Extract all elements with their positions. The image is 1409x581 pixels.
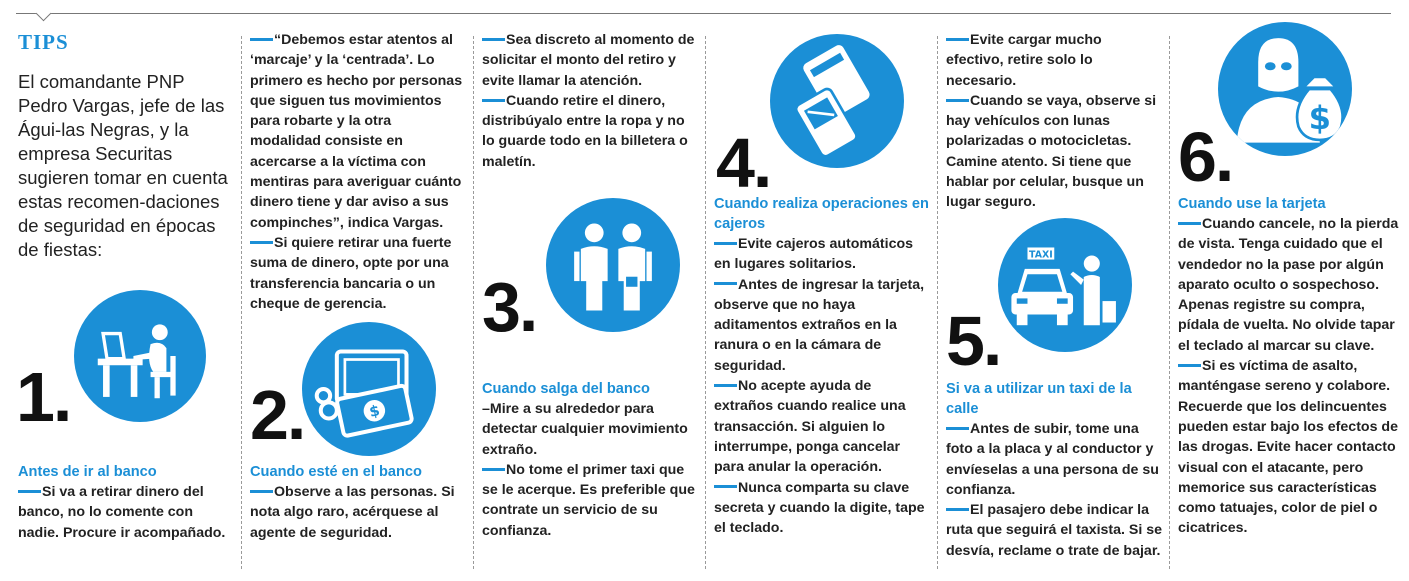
- atm-card-icon: [770, 34, 904, 168]
- tip-item: Observe a las personas. Si nota algo raro, acérquese al agente de seguridad.: [250, 484, 455, 541]
- svg-text:$: $: [1308, 99, 1332, 138]
- top-rule-notch: [36, 6, 52, 22]
- tip-item: Evite cajeros automáticos en lugares solitarios.: [714, 236, 914, 273]
- taxi-sign-label: TAXI: [1029, 249, 1053, 261]
- tip-item: No tome el primer taxi que se le acerque. Es preferible que contrate un servicio de su confianza.: [482, 461, 695, 539]
- section-heading-3: Cuando salga del banco: [482, 381, 650, 397]
- section-number-1: 1.: [16, 358, 71, 436]
- tip-item: El pasajero debe indicar la ruta que seguirá el taxista. Si se desvía, reclame o trate de bajar.: [946, 502, 1163, 559]
- thief-money-bag-icon: [1218, 22, 1352, 156]
- taxi-icon: [998, 218, 1132, 352]
- tip-item: Si es víctima de asalto, manténgase sereno y colabore. Recuerde que los delincuentes pueden estar bajo los efectos de las drogas. Evite hacer contacto visual con el atacante, pero memorice sus características como tatuajes, color de piel o cicatrices.: [1178, 358, 1398, 537]
- section-number-5: 5.: [946, 302, 1001, 380]
- tip-item: Antes de ingresar la tarjeta, observe que no haya aditamentos extraños en la ranura o en la cámara de seguridad.: [714, 276, 925, 374]
- section-heading-4: Cuando realiza operaciones en cajeros: [714, 196, 929, 232]
- svg-text:$: $: [367, 402, 382, 421]
- section-number-6: 6.: [1178, 118, 1233, 196]
- page-title: TIPS: [18, 30, 69, 54]
- column-separator: [937, 36, 938, 569]
- desk-worker-icon: [74, 290, 206, 422]
- tip-item: Cuando se vaya, observe si hay vehículos con lunas polarizadas o motocicletas. Camine atento. Si tiene que hablar por celular, busque un lugar seguro.: [946, 92, 1157, 211]
- tip-lead: –Mire a su alrededor para detectar cualquier movimiento extraño.: [482, 401, 688, 458]
- section-number-3: 3.: [482, 268, 537, 346]
- tip-item: Cuando cancele, no la pierda de vista. Tenga cuidado que el vendedor no la pase por algún aparato oculto o sospechoso. Apenas registre su compra, pídala de vuelta. No olvide tapar el teclado al marcar su clave.: [1178, 216, 1399, 354]
- column-separator: [1169, 36, 1170, 569]
- tip-item: Antes de subir, tome una foto a la placa y al conductor y envíeselas a una persona de su confianza.: [946, 421, 1159, 498]
- tip-item: Si quiere retirar una fuerte suma de dinero, opte por una transferencia bancaria o un cheque de gerencia.: [250, 234, 452, 312]
- couple-icon: [546, 198, 680, 332]
- tip-item: No acepte ayuda de extraños cuando realice una transacción. Si alguien lo interrumpe, ponga cancelar para anular la operación.: [714, 378, 906, 476]
- wallet-money-icon: [302, 322, 436, 456]
- section-heading-5: Si va a utilizar un taxi de la calle: [946, 381, 1132, 417]
- tip-item: Evite cargar mucho efectivo, retire solo lo necesario.: [946, 32, 1102, 89]
- column-separator: [473, 36, 474, 569]
- tip-item: Si va a retirar dinero del banco, no lo comente con nadie. Procure ir acompañado.: [18, 484, 226, 541]
- column-separator: [241, 36, 242, 569]
- section-number-4: 4.: [716, 124, 771, 202]
- column-separator: [705, 36, 706, 569]
- tip-item: “Debemos estar atentos al ‘marcaje’ y la ‘centrada’. Lo primero es hecho por personas que siguen tus movimientos para robarte y la otra modalidad consiste en acercarse a la víctima con mentiras para averiguar cuánto dinero tiene y dar aviso a sus compinches”, indica Vargas.: [250, 32, 463, 231]
- section-heading-1: Antes de ir al banco: [18, 464, 157, 480]
- tip-item: Nunca comparta su clave secreta y cuando la digite, tape el teclado.: [714, 479, 925, 537]
- section-heading-6: Cuando use la tarjeta: [1178, 196, 1326, 212]
- section-heading-2: Cuando esté en el banco: [250, 464, 422, 480]
- intro-text: El comandante PNP Pedro Vargas, jefe de las Águi-las Negras, y la empresa Securitas sugieren tomar en cuenta estas recomen-daciones de seguridad en épocas de fiestas:: [18, 71, 228, 260]
- tip-item: Cuando retire el dinero, distribúyalo entre la ropa y no lo guarde todo en la billetera o maletín.: [482, 92, 688, 170]
- section-number-2: 2.: [250, 376, 305, 454]
- tip-item: Sea discreto al momento de solicitar el monto del retiro y evite llamar la atención.: [482, 32, 695, 89]
- top-rule: [16, 13, 1391, 14]
